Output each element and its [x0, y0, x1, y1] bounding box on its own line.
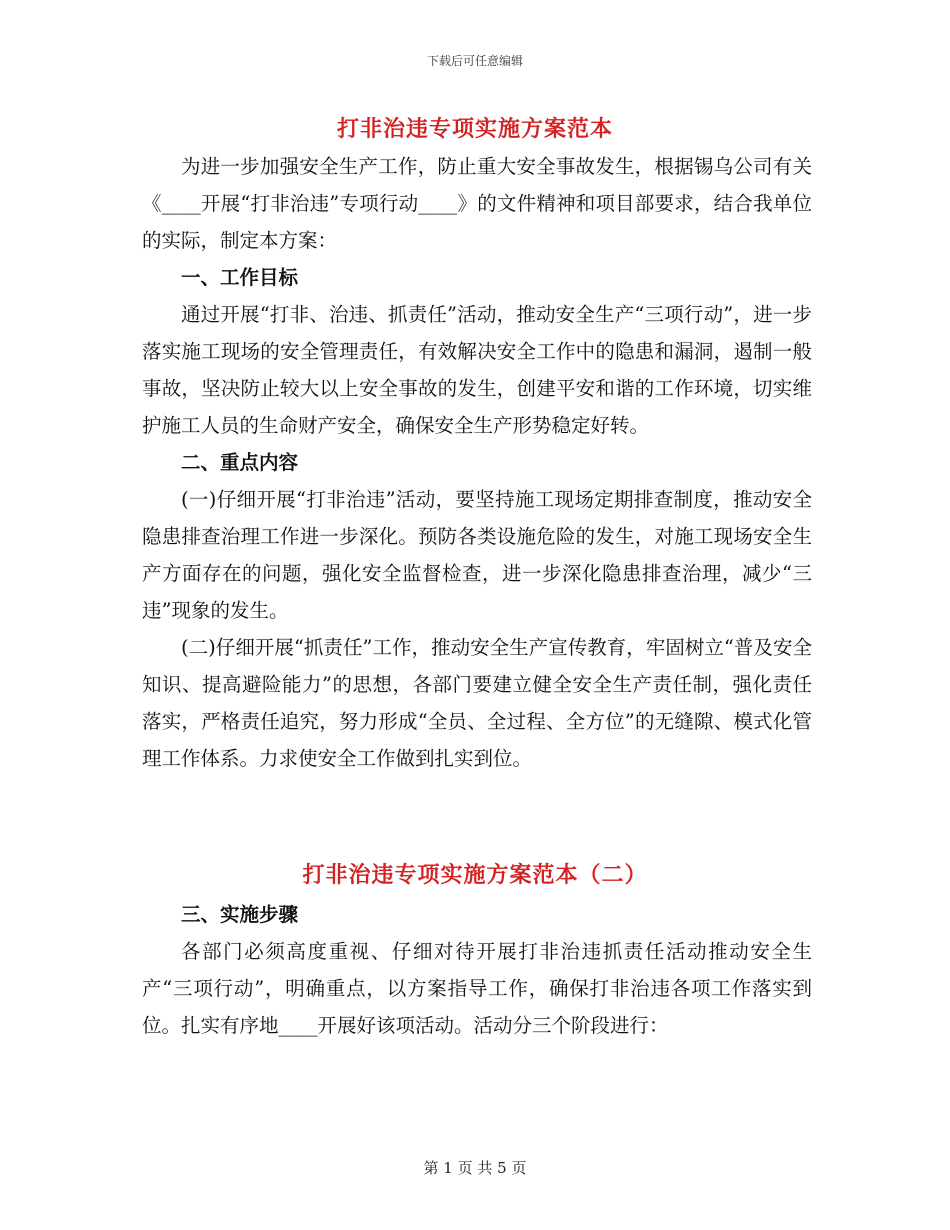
document-subtitle: [0, 858, 950, 889]
subtitle-text: 打非治违专项实施方案范本（二）: [302, 862, 648, 888]
page-footer: 第 1 页 共 5 页: [423, 1159, 527, 1177]
document-body-part1: [142, 148, 812, 777]
header-note: 下载后可任意编辑: [426, 54, 523, 68]
document-body-part2: [142, 896, 812, 1044]
document-title: [0, 112, 950, 143]
section1-paragraph: 通过开展“打非、治违、抓责任”活动，推动安全生产“三项行动”，进一步落实施工现场的安全管理责任，有效解决安全工作中的隐患和漏洞，遏制一般事故，坚决防止较大以上安全事故的发生，创建平安和谐的工作环境，切实维护施工人员的生命财产安全，确保安全生产形势稳定好转。: [142, 303, 812, 437]
title-text: 打非治违专项实施方案范本: [336, 116, 613, 142]
section3-paragraph: 各部门必须高度重视、仔细对待开展打非治违抓责任活动推动安全生产“三项行动”，明确重点，以方案指导工作，确保打非治违各项工作落实到位。扎实有序地____开展好该项活动。活动分三个阶段进行：: [142, 940, 812, 1037]
section2-item2-paragraph: (二)仔细开展“抓责任”工作，推动安全生产宣传教育，牢固树立“普及安全知识、提高避险能力”的思想，各部门要建立健全安全生产责任制，强化责任落实，严格责任追究，努力形成“全员、全过程、全方位”的无缝隙、模式化管理工作体系。力求使安全工作做到扎实到位。: [142, 636, 812, 770]
intro-paragraph: 为进一步加强安全生产工作，防止重大安全事故发生，根据锡乌公司有关《____开展“打非治违”专项行动____》的文件精神和项目部要求，结合我单位的实际，制定本方案：: [142, 155, 812, 252]
section3-heading: 三、实施步骤: [181, 903, 299, 926]
section2-heading: 二、重点内容: [181, 451, 299, 474]
section1-heading: 一、工作目标: [181, 266, 299, 289]
section2-item1-paragraph: (一)仔细开展“打非治违”活动，要坚持施工现场定期排查制度，推动安全隐患排查治理工作进一步深化。预防各类设施危险的发生，对施工现场安全生产方面存在的问题，强化安全监督检查，进一步深化隐患排查治理，减少“三违”现象的发生。: [142, 488, 812, 622]
